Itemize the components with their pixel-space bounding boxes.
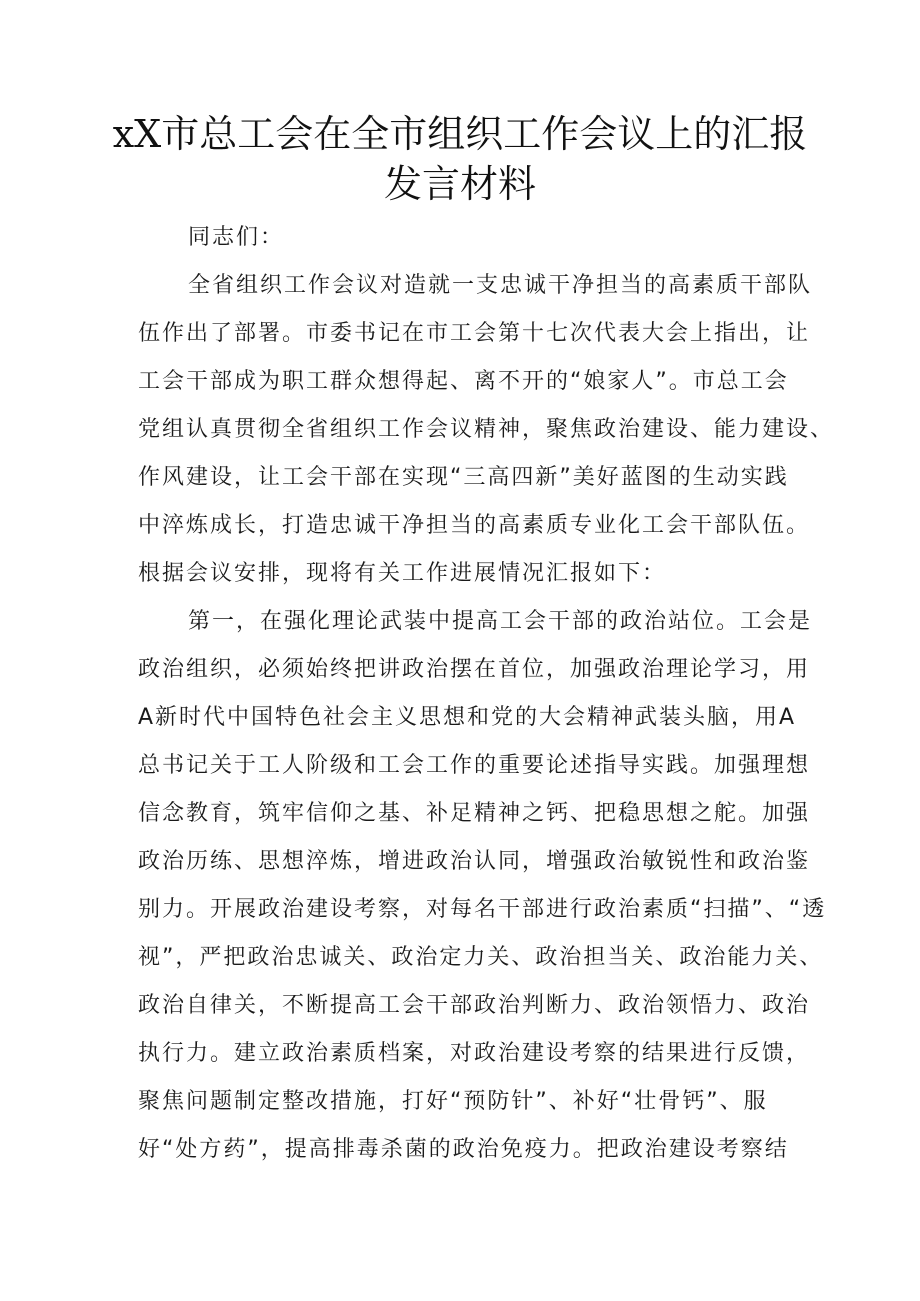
paragraph-line: 中淬炼成长，打造忠诚干净担当的高素质专业化工会干部队伍。 bbox=[138, 513, 811, 538]
paragraph-line: 执行力。建立政治素质档案，对政治建设考察的结果进行反馈， bbox=[138, 1041, 811, 1066]
paragraph-line: 政治自律关，不断提高工会干部政治判断力、政治领悟力、政治 bbox=[138, 993, 811, 1018]
paragraph-line: 全省组织工作会议对造就一支忠诚干净担当的高素质干部队 bbox=[188, 273, 813, 298]
paragraph-line: A新时代中国特色社会主义思想和党的大会精神武装头脑，用A bbox=[138, 705, 797, 730]
paragraph-line: 伍作出了部署。市委书记在市工会第十七次代表大会上指出，让 bbox=[138, 321, 811, 346]
paragraph-line: 别力。开展政治建设考察，对每名干部进行政治素质“扫描”、“透 bbox=[138, 897, 827, 922]
paragraph-line: 根据会议安排，现将有关工作进展情况汇报如下： bbox=[138, 561, 667, 586]
document-title-line-1: xX市总工会在全市组织工作会议上的汇报 bbox=[112, 112, 808, 156]
paragraph-line: 作风建设，让工会干部在实现“三高四新”美好蓝图的生动实践 bbox=[138, 465, 789, 490]
paragraph-line: 第一，在强化理论武装中提高工会干部的政治站位。工会是 bbox=[188, 609, 813, 634]
paragraph-line: 总书记关于工人阶级和工会工作的重要论述指导实践。加强理想 bbox=[138, 753, 811, 778]
paragraph-line: 政治历练、思想淬炼，增进政治认同，增强政治敏锐性和政治鉴 bbox=[138, 849, 811, 874]
document-title-line-2: 发言材料 bbox=[383, 162, 536, 206]
paragraph-line: 好“处方药”，提高排毒杀菌的政治免疫力。把政治建设考察结 bbox=[138, 1137, 789, 1162]
paragraph-line: 工会干部成为职工群众想得起、离不开的“娘家人”。市总工会 bbox=[138, 369, 789, 394]
paragraph-line: 视”，严把政治忠诚关、政治定力关、政治担当关、政治能力关、 bbox=[138, 945, 824, 970]
salutation: 同志们： bbox=[188, 225, 285, 250]
paragraph-line: 聚焦问题制定整改措施，打好“预防针”、补好“壮骨钙”、服 bbox=[138, 1089, 768, 1114]
paragraph-line: 信念教育，筑牢信仰之基、补足精神之钙、把稳思想之舵。加强 bbox=[138, 801, 811, 826]
paragraph-line: 政治组织，必须始终把讲政治摆在首位，加强政治理论学习，用 bbox=[138, 657, 811, 682]
paragraph-line: 党组认真贯彻全省组织工作会议精神，聚焦政治建设、能力建设、 bbox=[138, 417, 835, 442]
